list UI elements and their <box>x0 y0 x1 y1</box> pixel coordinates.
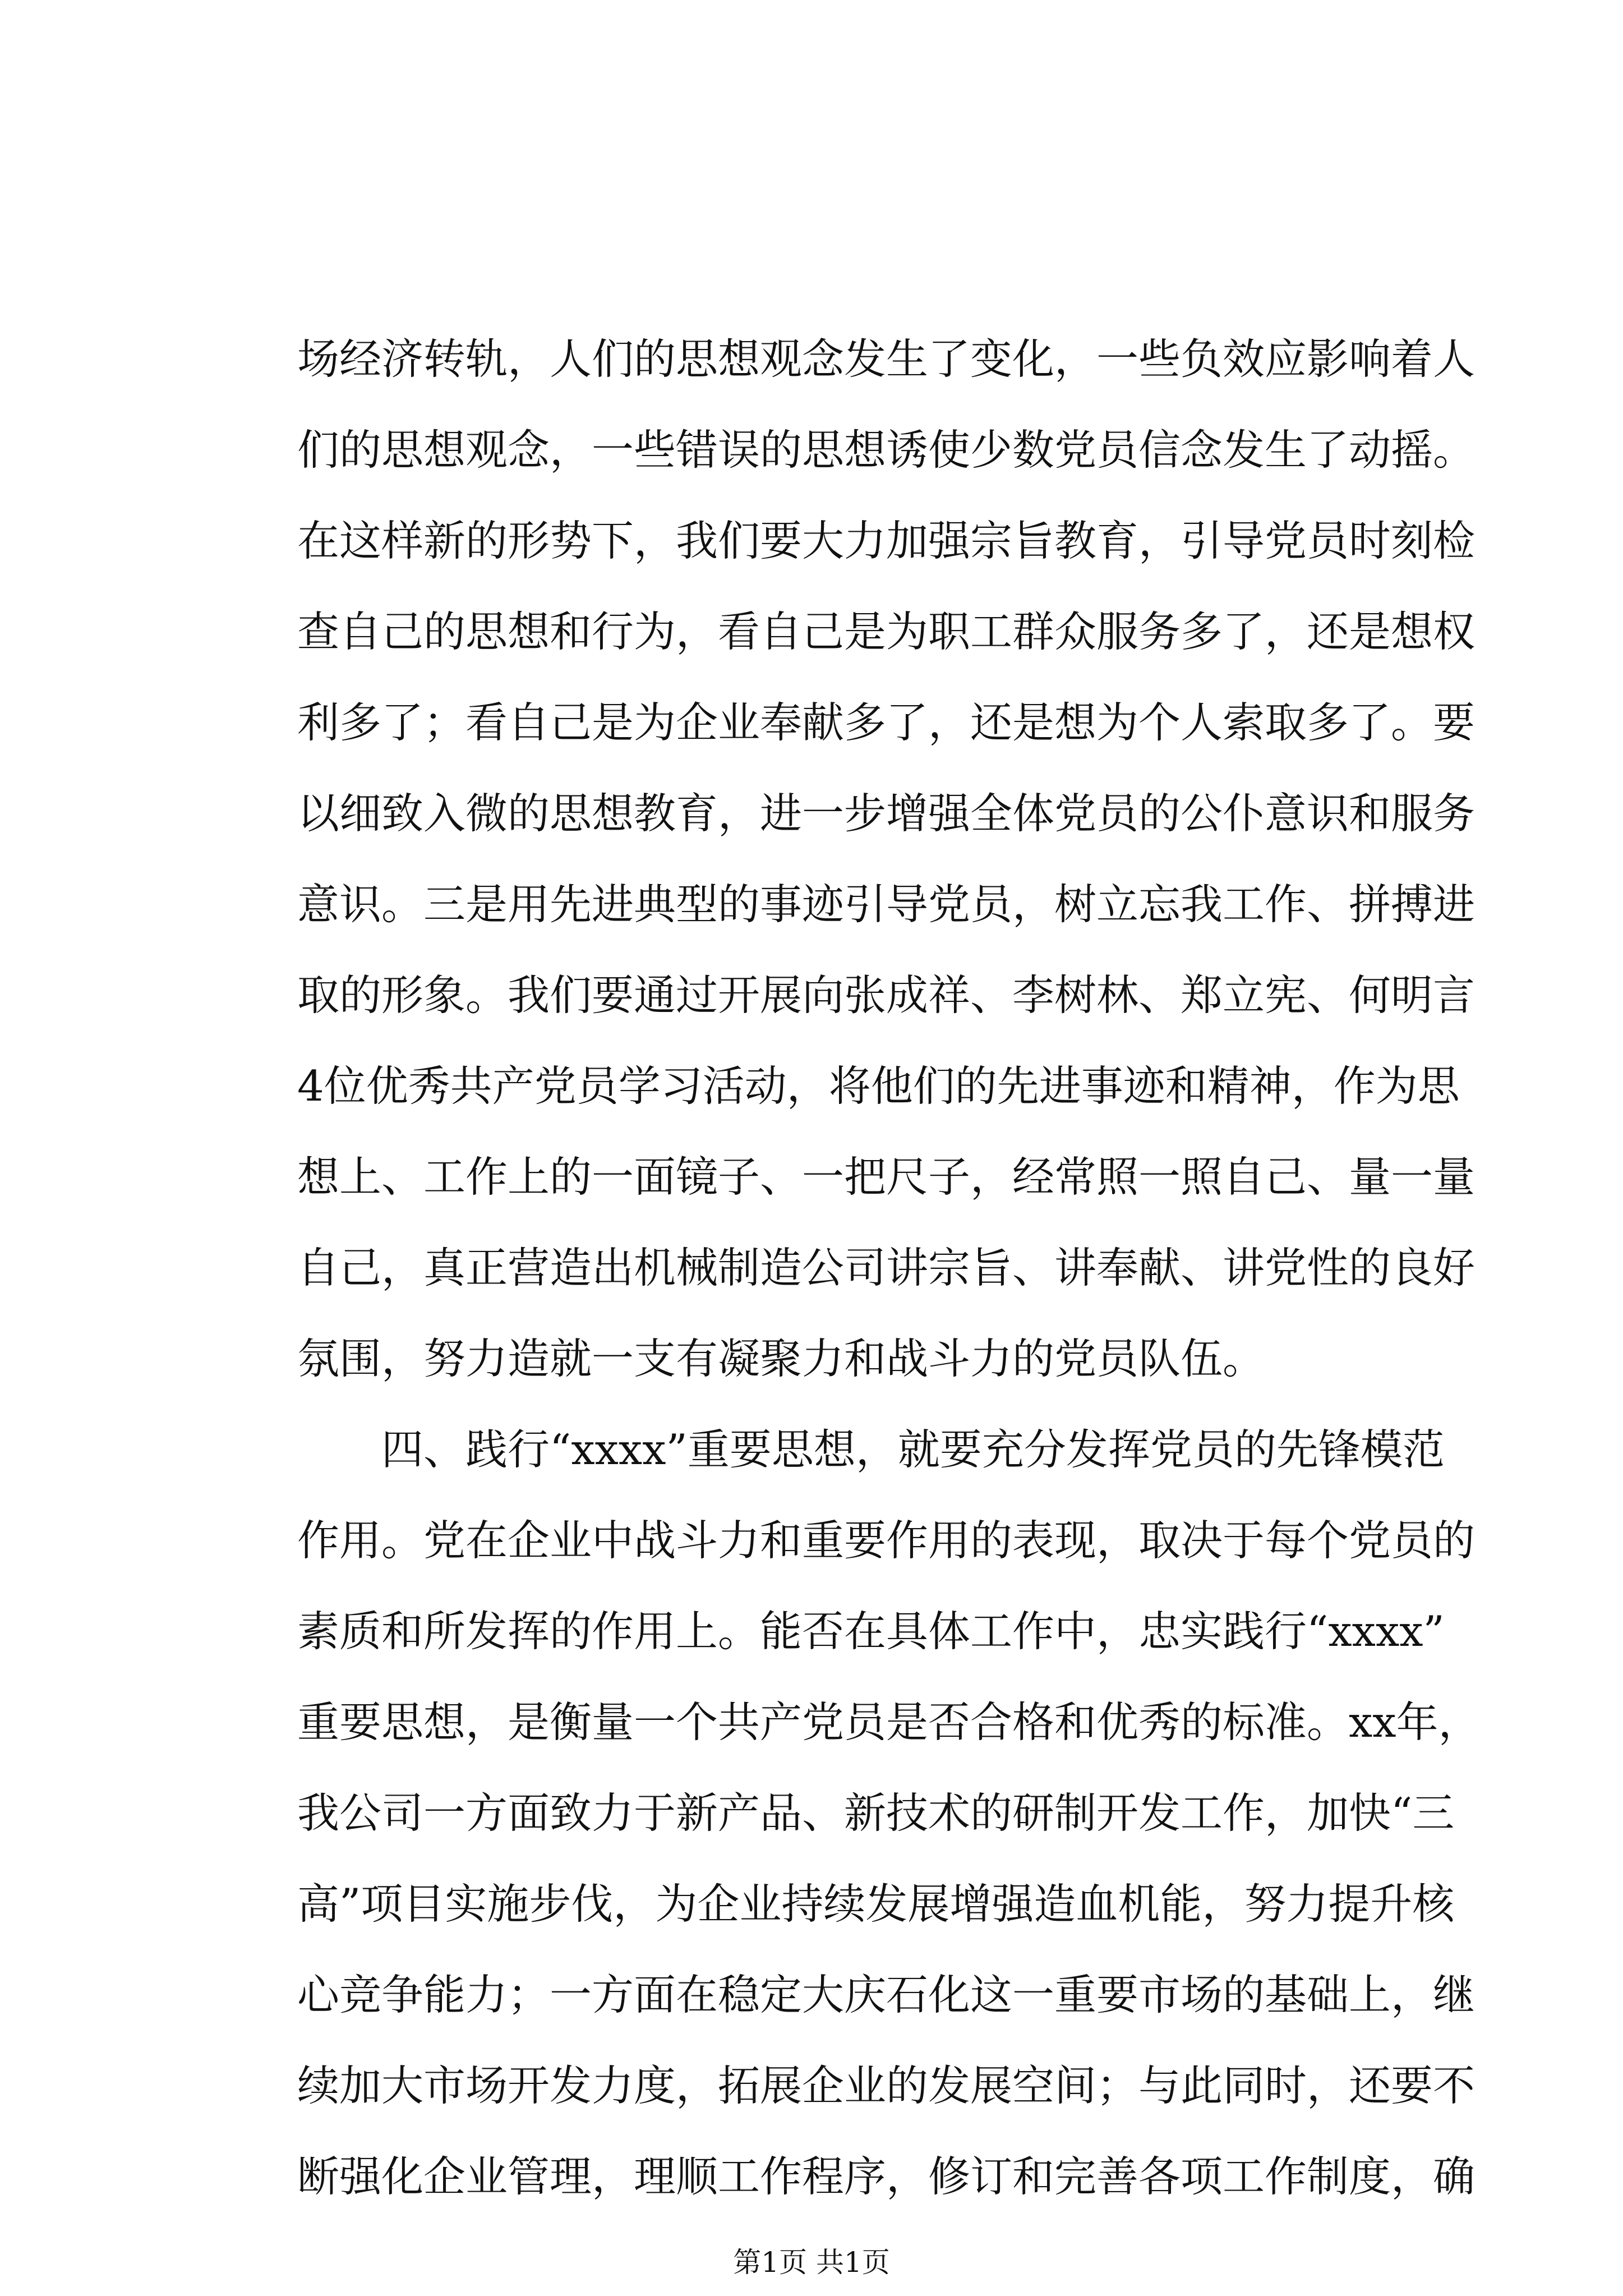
text-line: 查自己的思想和行为，看自己是为职工群众服务多了，还是想权 <box>297 607 1476 656</box>
text-line: 作用。党在企业中战斗力和重要作用的表现，取决于每个党员的 <box>297 1516 1476 1565</box>
text-line: 想上、工作上的一面镜子、一把尺子，经常照一照自己、量一量 <box>297 1152 1476 1202</box>
text-line: 高”项目实施步伐，为企业持续发展增强造血机能，努力提升核 <box>297 1879 1455 1929</box>
text-line: 场经济转轨，人们的思想观念发生了变化，一些负效应影响着人 <box>297 334 1476 384</box>
text-line: 素质和所发挥的作用上。能否在具体工作中，忠实践行“xxxx” <box>297 1607 1445 1656</box>
text-line: 心竞争能力；一方面在稳定大庆石化这一重要市场的基础上，继 <box>297 1970 1476 2019</box>
text-line: 取的形象。我们要通过开展向张成祥、李树林、郑立宪、何明言 <box>297 970 1476 1020</box>
text-line: 重要思想，是衡量一个共产党员是否合格和优秀的标准。xx年， <box>297 1697 1481 1747</box>
text-line: 氛围，努力造就一支有凝聚力和战斗力的党员队伍。 <box>297 1334 1265 1383</box>
text-line: 以细致入微的思想教育，进一步增强全体党员的公仆意识和服务 <box>297 789 1476 838</box>
text-line: 续加大市场开发力度，拓展企业的发展空间；与此同时，还要不 <box>297 2061 1476 2110</box>
page-footer: 第1页 共1页 <box>733 2246 890 2279</box>
text-line: 们的思想观念，一些错误的思想诱使少数党员信念发生了动摇。 <box>297 425 1476 475</box>
text-line: 利多了；看自己是为企业奉献多了，还是想为个人索取多了。要 <box>297 698 1476 747</box>
paragraph-start-line: 四、践行“xxxx”重要思想，就要充分发挥党员的先锋模范 <box>297 1425 1445 1474</box>
text-line: 在这样新的形势下，我们要大力加强宗旨教育，引导党员时刻检 <box>297 516 1476 565</box>
text-line: 4位优秀共产党员学习活动，将他们的先进事迹和精神，作为思 <box>297 1061 1460 1111</box>
text-line: 断强化企业管理，理顺工作程序，修订和完善各项工作制度，确 <box>297 2152 1476 2201</box>
text-line: 意识。三是用先进典型的事迹引导党员，树立忘我工作、拼搏进 <box>297 880 1476 929</box>
text-line: 自己，真正营造出机械制造公司讲宗旨、讲奉献、讲党性的良好 <box>297 1243 1476 1292</box>
text-line: 我公司一方面致力于新产品、新技术的研制开发工作，加快“三 <box>297 1788 1455 1838</box>
